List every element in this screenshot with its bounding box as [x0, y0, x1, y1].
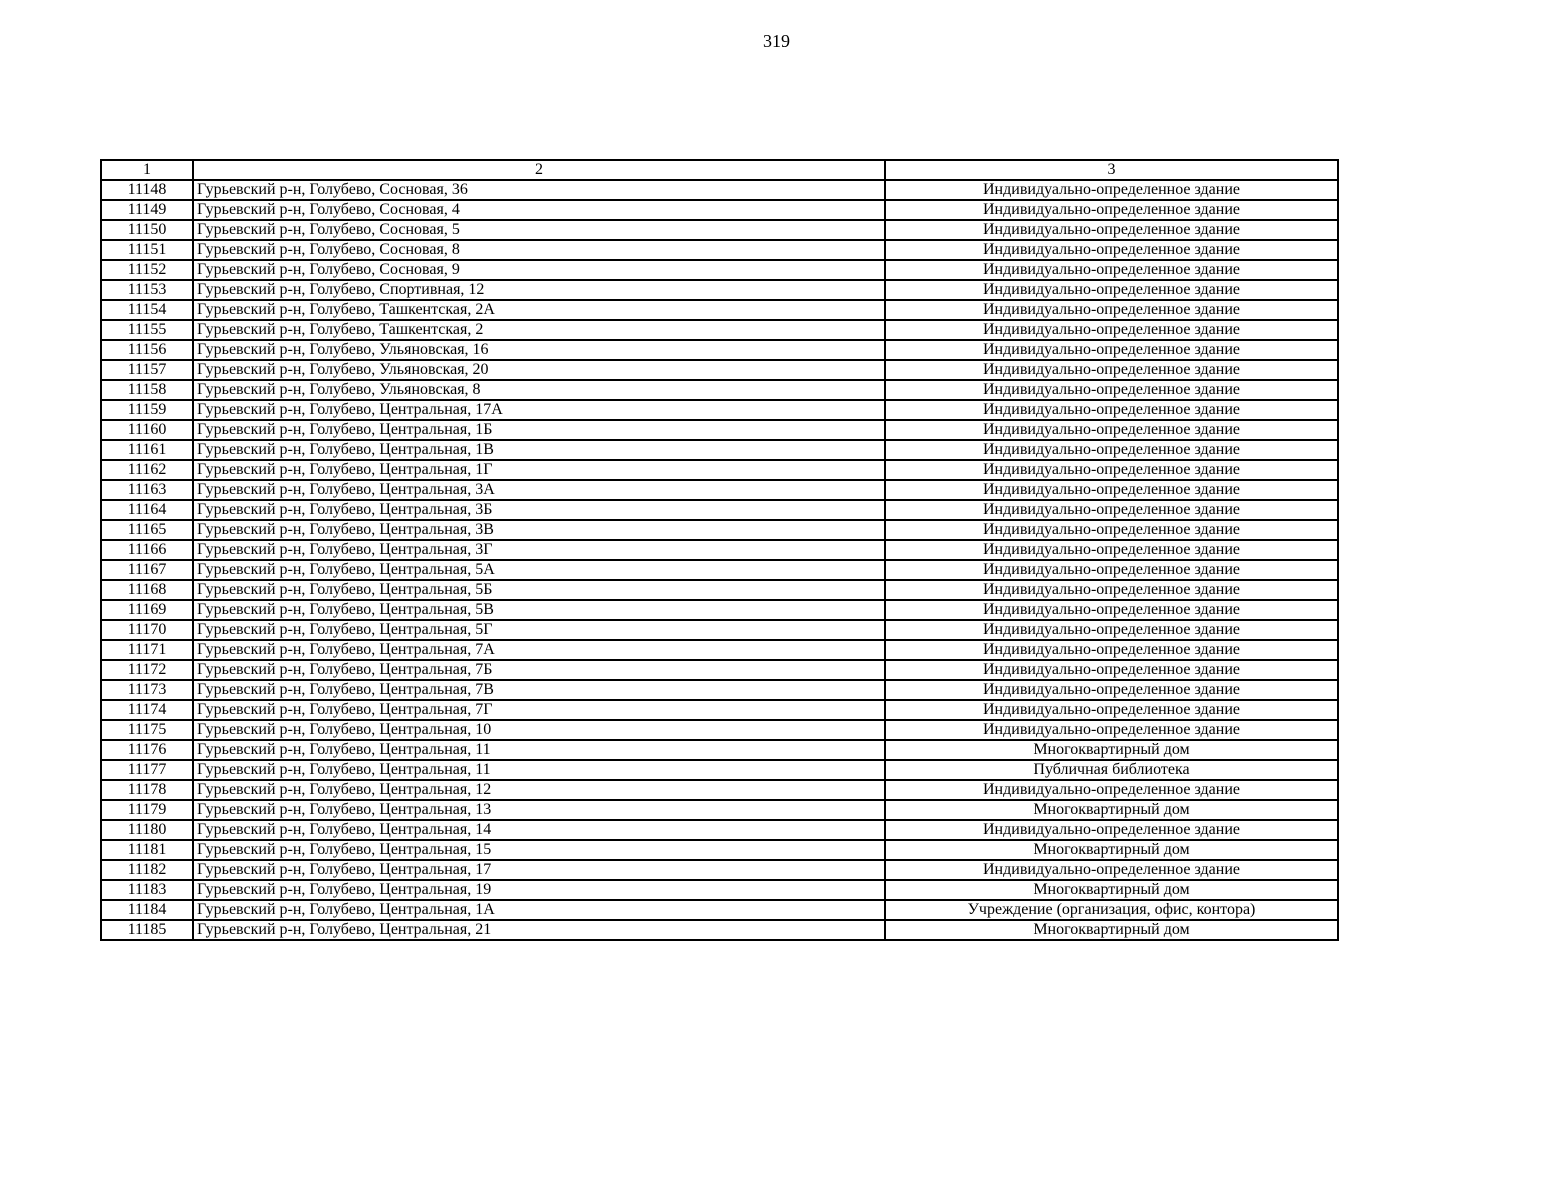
row-number-cell: 11170	[101, 620, 193, 640]
table-row	[101, 640, 1338, 660]
table-row	[101, 440, 1338, 460]
table-row	[101, 780, 1338, 800]
row-number-cell: 11182	[101, 860, 193, 880]
object-type-cell: Публичная библиотека	[885, 760, 1338, 780]
page-number: 319	[763, 31, 790, 51]
table-row	[101, 700, 1338, 720]
object-type-cell: Индивидуально-определенное здание	[885, 460, 1338, 480]
address-cell: Гурьевский р-н, Голубево, Центральная, 1Б	[193, 420, 885, 440]
address-cell: Гурьевский р-н, Голубево, Сосновая, 4	[193, 200, 885, 220]
object-type-cell: Индивидуально-определенное здание	[885, 520, 1338, 540]
table-row	[101, 500, 1338, 520]
table-row	[101, 300, 1338, 320]
address-cell: Гурьевский р-н, Голубево, Центральная, 1Г	[193, 460, 885, 480]
object-type-cell: Индивидуально-определенное здание	[885, 720, 1338, 740]
row-number-cell: 11149	[101, 200, 193, 220]
row-number-cell: 11173	[101, 680, 193, 700]
address-cell: Гурьевский р-н, Голубево, Центральная, 7А	[193, 640, 885, 660]
table-row	[101, 320, 1338, 340]
row-number-cell: 11171	[101, 640, 193, 660]
table-row	[101, 260, 1338, 280]
address-cell: Гурьевский р-н, Голубево, Центральная, 7Г	[193, 700, 885, 720]
row-number-cell: 11156	[101, 340, 193, 360]
object-type-cell: Индивидуально-определенное здание	[885, 560, 1338, 580]
table-row	[101, 200, 1338, 220]
object-type-cell: Многоквартирный дом	[885, 920, 1338, 940]
table-row	[101, 400, 1338, 420]
table-row	[101, 600, 1338, 620]
row-number-cell: 11157	[101, 360, 193, 380]
object-type-cell: Индивидуально-определенное здание	[885, 280, 1338, 300]
address-cell: Гурьевский р-н, Голубево, Центральная, 5Б	[193, 580, 885, 600]
column-header-3: 3	[885, 160, 1338, 180]
row-number-cell: 11163	[101, 480, 193, 500]
table-row	[101, 720, 1338, 740]
address-cell: Гурьевский р-н, Голубево, Центральная, 5В	[193, 600, 885, 620]
address-cell: Гурьевский р-н, Голубево, Сосновая, 9	[193, 260, 885, 280]
address-cell: Гурьевский р-н, Голубево, Центральная, 1А	[193, 900, 885, 920]
address-cell: Гурьевский р-н, Голубево, Центральная, 21	[193, 920, 885, 940]
object-type-cell: Многоквартирный дом	[885, 740, 1338, 760]
row-number-cell: 11180	[101, 820, 193, 840]
row-number-cell: 11176	[101, 740, 193, 760]
object-type-cell: Индивидуально-определенное здание	[885, 220, 1338, 240]
object-type-cell: Индивидуально-определенное здание	[885, 340, 1338, 360]
object-type-cell: Индивидуально-определенное здание	[885, 860, 1338, 880]
object-type-cell: Индивидуально-определенное здание	[885, 320, 1338, 340]
address-cell: Гурьевский р-н, Голубево, Центральная, 3Г	[193, 540, 885, 560]
row-number-cell: 11155	[101, 320, 193, 340]
address-cell: Гурьевский р-н, Голубево, Центральная, 7Б	[193, 660, 885, 680]
address-cell: Гурьевский р-н, Голубево, Ульяновская, 16	[193, 340, 885, 360]
table-row	[101, 420, 1338, 440]
address-cell: Гурьевский р-н, Голубево, Ташкентская, 2	[193, 320, 885, 340]
object-type-cell: Индивидуально-определенное здание	[885, 540, 1338, 560]
object-type-cell: Индивидуально-определенное здание	[885, 680, 1338, 700]
table-row	[101, 860, 1338, 880]
address-cell: Гурьевский р-н, Голубево, Центральная, 14	[193, 820, 885, 840]
object-type-cell: Индивидуально-определенное здание	[885, 580, 1338, 600]
address-cell: Гурьевский р-н, Голубево, Ульяновская, 8	[193, 380, 885, 400]
address-cell: Гурьевский р-н, Голубево, Центральная, 1В	[193, 440, 885, 460]
table-row	[101, 840, 1338, 860]
object-type-cell: Индивидуально-определенное здание	[885, 240, 1338, 260]
row-number-cell: 11183	[101, 880, 193, 900]
table-row	[101, 280, 1338, 300]
address-cell: Гурьевский р-н, Голубево, Центральная, 13	[193, 800, 885, 820]
row-number-cell: 11153	[101, 280, 193, 300]
row-number-cell: 11161	[101, 440, 193, 460]
table-row	[101, 760, 1338, 780]
row-number-cell: 11168	[101, 580, 193, 600]
row-number-cell: 11158	[101, 380, 193, 400]
object-type-cell: Индивидуально-определенное здание	[885, 400, 1338, 420]
table-row	[101, 460, 1338, 480]
table-row	[101, 520, 1338, 540]
object-type-cell: Индивидуально-определенное здание	[885, 780, 1338, 800]
row-number-cell: 11184	[101, 900, 193, 920]
address-cell: Гурьевский р-н, Голубево, Центральная, 17	[193, 860, 885, 880]
object-type-cell: Многоквартирный дом	[885, 800, 1338, 820]
table-row	[101, 800, 1338, 820]
object-type-cell: Индивидуально-определенное здание	[885, 260, 1338, 280]
row-number-cell: 11166	[101, 540, 193, 560]
address-cell: Гурьевский р-н, Голубево, Центральная, 5Г	[193, 620, 885, 640]
object-type-cell: Индивидуально-определенное здание	[885, 180, 1338, 200]
object-type-cell: Индивидуально-определенное здание	[885, 200, 1338, 220]
address-cell: Гурьевский р-н, Голубево, Центральная, 3А	[193, 480, 885, 500]
table-row	[101, 580, 1338, 600]
address-cell: Гурьевский р-н, Голубево, Центральная, 5А	[193, 560, 885, 580]
object-type-cell: Индивидуально-определенное здание	[885, 440, 1338, 460]
object-type-cell: Индивидуально-определенное здание	[885, 700, 1338, 720]
table-row	[101, 620, 1338, 640]
row-number-cell: 11169	[101, 600, 193, 620]
row-number-cell: 11148	[101, 180, 193, 200]
table-row	[101, 820, 1338, 840]
table-row	[101, 660, 1338, 680]
address-cell: Гурьевский р-н, Голубево, Ульяновская, 20	[193, 360, 885, 380]
table-row	[101, 740, 1338, 760]
row-number-cell: 11154	[101, 300, 193, 320]
row-number-cell: 11152	[101, 260, 193, 280]
table-row	[101, 220, 1338, 240]
object-type-cell: Индивидуально-определенное здание	[885, 640, 1338, 660]
table-row	[101, 680, 1338, 700]
table-row	[101, 880, 1338, 900]
object-type-cell: Многоквартирный дом	[885, 840, 1338, 860]
row-number-cell: 11181	[101, 840, 193, 860]
table-header-row	[101, 160, 1338, 180]
object-type-cell: Индивидуально-определенное здание	[885, 600, 1338, 620]
address-cell: Гурьевский р-н, Голубево, Центральная, 7В	[193, 680, 885, 700]
table-row	[101, 380, 1338, 400]
row-number-cell: 11162	[101, 460, 193, 480]
row-number-cell: 11178	[101, 780, 193, 800]
table-row	[101, 560, 1338, 580]
object-type-cell: Индивидуально-определенное здание	[885, 300, 1338, 320]
address-cell: Гурьевский р-н, Голубево, Центральная, 15	[193, 840, 885, 860]
object-type-cell: Индивидуально-определенное здание	[885, 380, 1338, 400]
object-type-cell: Индивидуально-определенное здание	[885, 480, 1338, 500]
row-number-cell: 11179	[101, 800, 193, 820]
column-header-1: 1	[101, 160, 193, 180]
row-number-cell: 11175	[101, 720, 193, 740]
object-type-cell: Индивидуально-определенное здание	[885, 820, 1338, 840]
table-row	[101, 340, 1338, 360]
address-cell: Гурьевский р-н, Голубево, Центральная, 12	[193, 780, 885, 800]
address-cell: Гурьевский р-н, Голубево, Центральная, 17А	[193, 400, 885, 420]
row-number-cell: 11167	[101, 560, 193, 580]
row-number-cell: 11160	[101, 420, 193, 440]
object-type-cell: Индивидуально-определенное здание	[885, 420, 1338, 440]
table-row	[101, 240, 1338, 260]
address-cell: Гурьевский р-н, Голубево, Спортивная, 12	[193, 280, 885, 300]
address-cell: Гурьевский р-н, Голубево, Ташкентская, 2А	[193, 300, 885, 320]
table-row	[101, 900, 1338, 920]
object-type-cell: Индивидуально-определенное здание	[885, 620, 1338, 640]
address-cell: Гурьевский р-н, Голубево, Центральная, 11	[193, 740, 885, 760]
row-number-cell: 11174	[101, 700, 193, 720]
object-type-cell: Индивидуально-определенное здание	[885, 360, 1338, 380]
address-cell: Гурьевский р-н, Голубево, Центральная, 3Б	[193, 500, 885, 520]
address-cell: Гурьевский р-н, Голубево, Центральная, 10	[193, 720, 885, 740]
row-number-cell: 11151	[101, 240, 193, 260]
address-cell: Гурьевский р-н, Голубево, Сосновая, 5	[193, 220, 885, 240]
object-type-cell: Многоквартирный дом	[885, 880, 1338, 900]
table-row	[101, 920, 1338, 940]
address-cell: Гурьевский р-н, Голубево, Центральная, 19	[193, 880, 885, 900]
table-row	[101, 180, 1338, 200]
table-row	[101, 360, 1338, 380]
object-type-cell: Учреждение (организация, офис, контора)	[885, 900, 1338, 920]
row-number-cell: 11165	[101, 520, 193, 540]
row-number-cell: 11164	[101, 500, 193, 520]
row-number-cell: 11172	[101, 660, 193, 680]
object-type-cell: Индивидуально-определенное здание	[885, 660, 1338, 680]
row-number-cell: 11185	[101, 920, 193, 940]
row-number-cell: 11159	[101, 400, 193, 420]
object-type-cell: Индивидуально-определенное здание	[885, 500, 1338, 520]
registry-table	[100, 159, 1339, 941]
column-header-2: 2	[193, 160, 885, 180]
address-cell: Гурьевский р-н, Голубево, Сосновая, 36	[193, 180, 885, 200]
address-cell: Гурьевский р-н, Голубево, Сосновая, 8	[193, 240, 885, 260]
table-row	[101, 540, 1338, 560]
address-cell: Гурьевский р-н, Голубево, Центральная, 3В	[193, 520, 885, 540]
row-number-cell: 11177	[101, 760, 193, 780]
address-cell: Гурьевский р-н, Голубево, Центральная, 11	[193, 760, 885, 780]
table-row	[101, 480, 1338, 500]
row-number-cell: 11150	[101, 220, 193, 240]
